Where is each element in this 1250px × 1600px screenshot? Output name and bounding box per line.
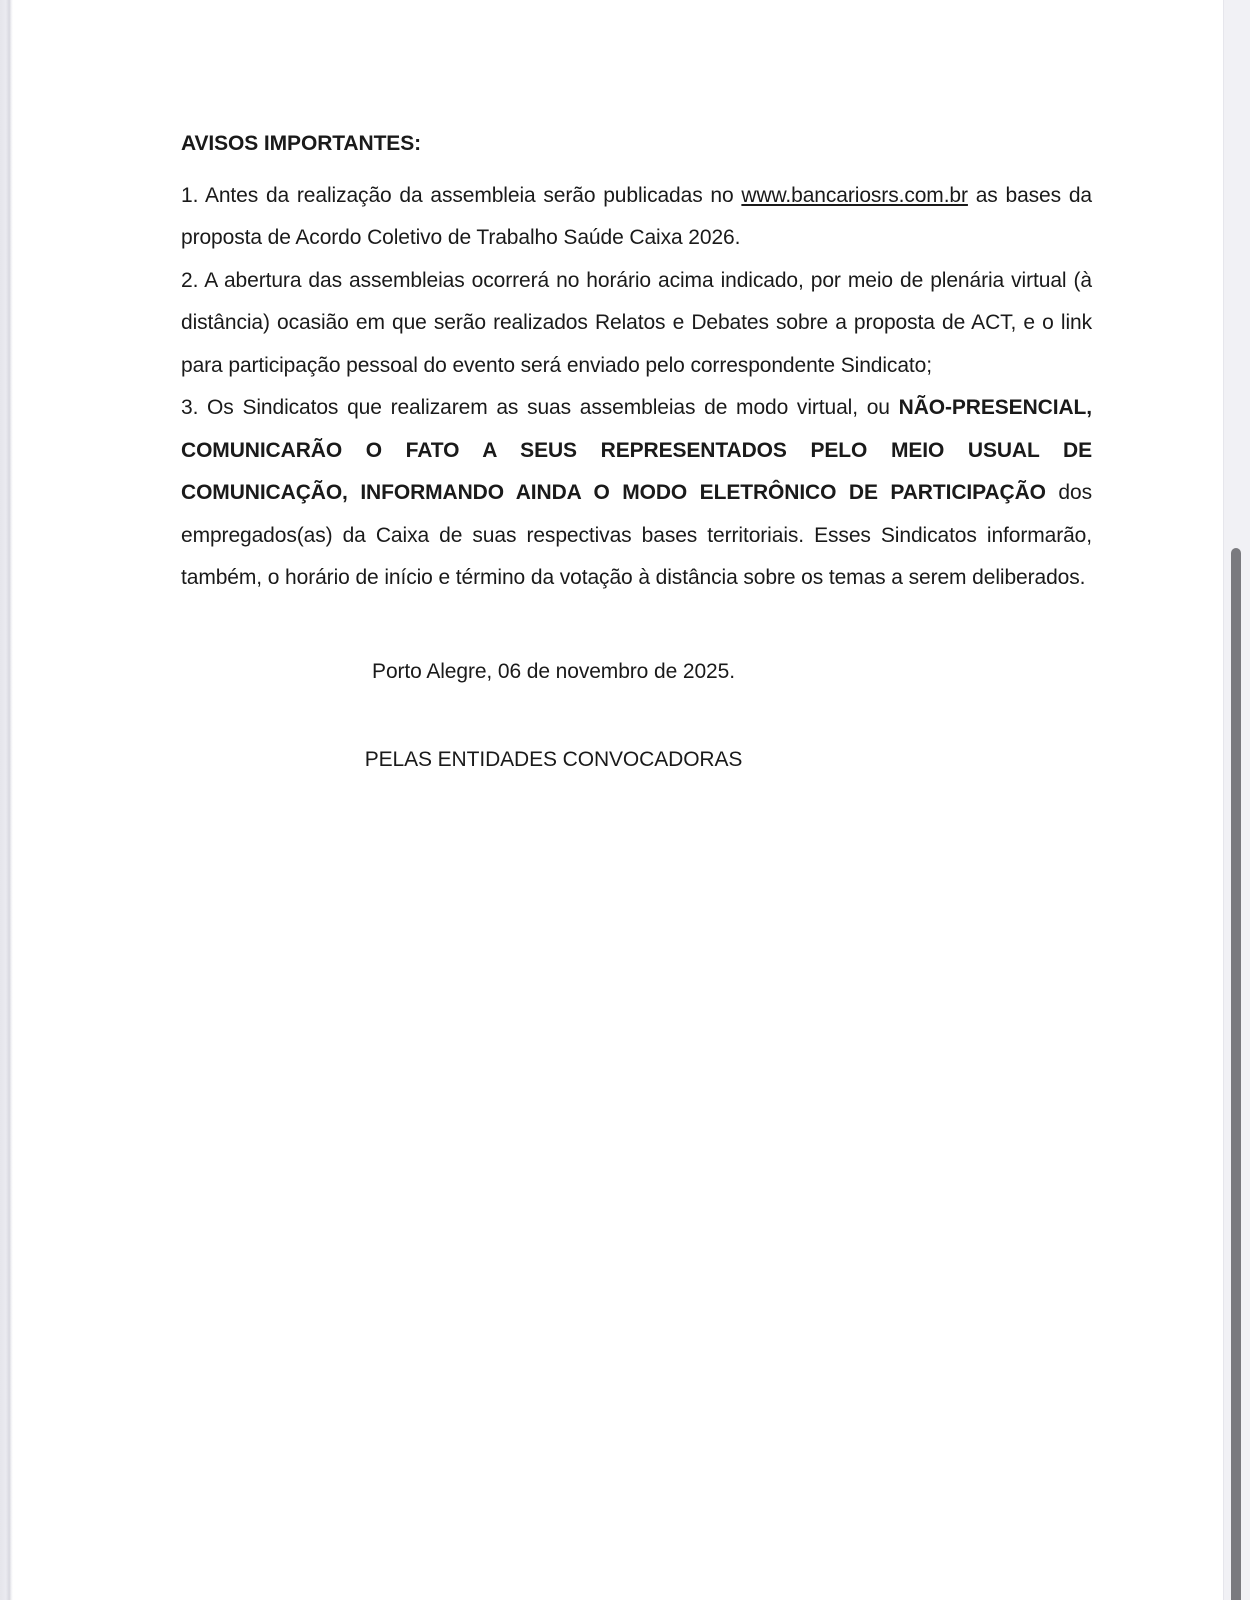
text-segment: PELAS ENTIDADES CONVOCADORAS [364, 748, 743, 771]
scrollbar-thumb[interactable] [1231, 548, 1241, 1600]
signature-line [181, 739, 1092, 782]
document-body [181, 123, 1092, 782]
text-segment: 1. Antes da realização da assembleia serão publicadas no [181, 183, 742, 207]
paragraph-3 [181, 387, 1092, 600]
left-gutter [0, 0, 13, 1600]
text-segment: 2. A abertura das assembleias ocorrerá no horário acima indicado, por meio de plenária virtual (à distância) ocasião em que serão realizados Relatos e Debates sobre a proposta de ACT, e o link para participação pessoal do evento será enviado pelo correspondente Sindicato; [181, 268, 1092, 377]
date-line [181, 651, 1092, 694]
paragraph-2 [181, 260, 1092, 388]
right-gutter [1223, 0, 1250, 1600]
text-segment: dos empregados(as) da Caixa de suas respectivas bases territoriais. Esses Sindicatos informarão, também, o horário de início e término da votação à distância sobre os temas a serem deliberados. [181, 481, 1092, 589]
document-heading: AVISOS IMPORTANTES: [181, 132, 422, 155]
text-segment: Porto Alegre, 06 de novembro de 2025. [372, 659, 735, 683]
text-segment: NÃO-PRESENCIAL, COMUNICARÃO O FATO A SEUS REPRESENTADOS PELO MEIO USUAL DE COMUNICAÇÃO, INFORMANDO AINDA O MODO ELETRÔNICO DE PARTICIPAÇÃO [181, 396, 1092, 504]
text-segment: 3. Os Sindicatos que realizarem as suas assembleias de modo virtual, ou [181, 396, 899, 419]
link-url[interactable]: www.bancariosrs.com.br [741, 183, 968, 207]
text-segment: as bases da proposta de Acordo Coletivo de Trabalho Saúde Caixa 2026. [181, 183, 1092, 249]
document-page [13, 0, 1223, 1600]
paragraph-1 [181, 175, 1092, 260]
